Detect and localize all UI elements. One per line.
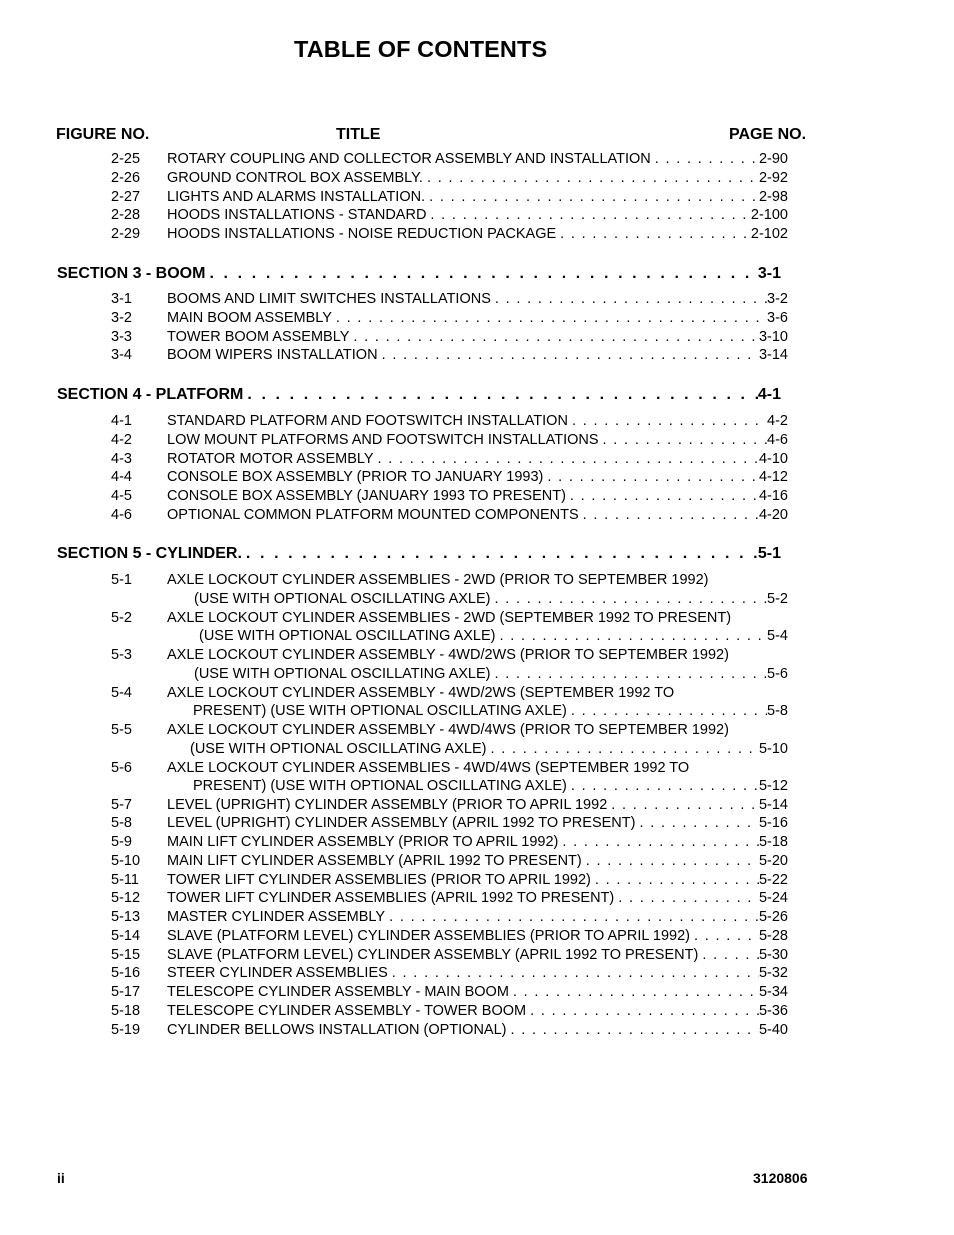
toc-entry[interactable] — [0, 665, 954, 683]
figure-title: GROUND CONTROL BOX ASSEMBLY. — [167, 169, 423, 186]
dot-leader — [568, 412, 767, 430]
toc-entry[interactable] — [0, 796, 954, 814]
toc-entry[interactable] — [0, 983, 954, 1001]
figure-number: 4-1 — [111, 413, 132, 429]
section-line — [57, 264, 781, 284]
figure-number: 5-4 — [111, 684, 132, 701]
dot-leader — [388, 964, 759, 982]
toc-entry[interactable] — [0, 609, 954, 627]
toc-entry-line — [167, 487, 788, 505]
dot-leader — [698, 946, 759, 964]
figure-number: 5-18 — [111, 1002, 141, 1019]
toc-entry-line — [167, 871, 788, 889]
dot-leader — [635, 814, 759, 832]
page-number: 5-36 — [758, 1002, 788, 1019]
figure-title: PRESENT) (USE WITH OPTIONAL OSCILLATING AXLE) — [193, 778, 567, 795]
toc-entry-line — [167, 150, 788, 168]
figure-number: 5-11 — [111, 871, 139, 888]
toc-entry-line — [167, 983, 788, 1001]
dot-leader — [591, 871, 759, 889]
page-number: 5-40 — [758, 1021, 788, 1038]
toc-entry[interactable] — [0, 964, 954, 982]
figure-number: 5-12 — [111, 890, 141, 907]
figure-title: TELESCOPE CYLINDER ASSEMBLY - TOWER BOOM — [167, 1002, 527, 1019]
figure-title: AXLE LOCKOUT CYLINDER ASSEMBLIES - 2WD (PRIOR TO SEPTEMBER 1992) — [167, 572, 709, 588]
figure-title: BOOMS AND LIMIT SWITCHES INSTALLATIONS — [167, 291, 491, 307]
figure-title: (USE WITH OPTIONAL OSCILLATING AXLE) — [194, 665, 491, 682]
page-number: 3-14 — [758, 347, 788, 364]
toc-entry[interactable] — [0, 450, 954, 468]
page-number: 5-32 — [758, 965, 788, 982]
dot-leader — [506, 1021, 758, 1039]
toc-entry[interactable] — [0, 627, 954, 645]
toc-entry[interactable] — [0, 721, 954, 739]
page-number: 4-2 — [767, 413, 788, 429]
dot-leader — [567, 702, 767, 720]
dot-leader — [332, 309, 767, 327]
toc-entry[interactable] — [0, 150, 954, 168]
toc-entry-line — [167, 946, 788, 964]
page-number: 5-28 — [758, 927, 788, 944]
toc-entry-line — [167, 506, 788, 524]
figure-number: 3-2 — [111, 309, 132, 326]
dot-leader — [509, 983, 759, 1001]
figure-number: 2-28 — [111, 207, 141, 224]
toc-entry-line — [167, 468, 788, 486]
toc-entry-line — [167, 450, 788, 468]
dot-leader — [426, 206, 750, 224]
dot-leader — [567, 777, 759, 795]
figure-title: SLAVE (PLATFORM LEVEL) CYLINDER ASSEMBLY (APRIL 1992 TO PRESENT) — [167, 946, 699, 963]
figure-number: 3-1 — [111, 291, 132, 307]
page-number: 5-2 — [767, 590, 788, 607]
toc-entry-line — [167, 309, 788, 327]
page-number: 3-10 — [758, 328, 788, 345]
figure-title: CONSOLE BOX ASSEMBLY (JANUARY 1993 TO PRESENT) — [167, 488, 566, 504]
section-page: 3-1 — [757, 265, 781, 282]
toc-entry[interactable] — [0, 431, 954, 449]
figure-title: STANDARD PLATFORM AND FOOTSWITCH INSTALLATION — [167, 413, 568, 429]
toc-entry[interactable] — [0, 169, 954, 187]
page-number: 5-14 — [758, 796, 788, 813]
figure-title: TOWER LIFT CYLINDER ASSEMBLIES (PRIOR TO APRIL 1992) — [167, 871, 591, 888]
figure-number: 5-6 — [111, 759, 132, 776]
toc-entry[interactable] — [0, 684, 954, 702]
dot-leader — [582, 852, 759, 870]
toc-entry-line — [167, 889, 788, 907]
figure-number: 3-4 — [111, 347, 132, 364]
toc-entry[interactable] — [0, 871, 954, 889]
toc-entry[interactable] — [0, 852, 954, 870]
figure-number: 5-16 — [111, 965, 141, 982]
dot-leader — [242, 544, 758, 564]
page-number: 2-92 — [758, 169, 788, 186]
figure-title: LEVEL (UPRIGHT) CYLINDER ASSEMBLY (APRIL 1992 TO PRESENT) — [167, 815, 636, 832]
dot-leader — [423, 169, 759, 187]
toc-entry-line — [167, 206, 788, 224]
figure-number: 5-8 — [111, 815, 132, 832]
figure-number: 2-29 — [111, 226, 141, 242]
dot-leader — [378, 346, 759, 364]
toc-entry[interactable] — [0, 328, 954, 346]
page-number: 4-6 — [767, 431, 788, 448]
toc-entry-line — [167, 852, 788, 870]
figure-number: 2-25 — [111, 151, 141, 167]
toc-entry-line — [194, 665, 788, 683]
figure-number: 5-2 — [111, 609, 132, 626]
figure-title: ROTARY COUPLING AND COLLECTOR ASSEMBLY AND INSTALLATION — [167, 151, 651, 167]
toc-entry[interactable] — [0, 1002, 954, 1020]
page-number: 4-12 — [758, 469, 788, 486]
footer-document-number: 3120806 — [753, 1170, 808, 1186]
toc-entry-line — [193, 777, 788, 795]
figure-title: MASTER CYLINDER ASSEMBLY — [167, 909, 386, 925]
page-number: 5-26 — [758, 909, 788, 925]
dot-leader — [651, 150, 759, 168]
toc-entry-line — [167, 833, 788, 851]
figure-number: 5-9 — [111, 834, 132, 850]
figure-title: (USE WITH OPTIONAL OSCILLATING AXLE) — [199, 628, 496, 645]
section-page: 5-1 — [757, 545, 781, 562]
dot-leader — [491, 590, 768, 608]
section-heading[interactable] — [0, 544, 954, 564]
page-title: TABLE OF CONTENTS — [294, 36, 548, 62]
figure-number: 3-3 — [111, 328, 132, 345]
footer-page-number: ii — [57, 1170, 65, 1186]
dot-leader — [243, 385, 758, 405]
page-number: 5-8 — [767, 703, 788, 720]
figure-number: 5-3 — [111, 647, 132, 663]
figure-no-header: FIGURE NO. — [56, 126, 150, 143]
figure-title: TELESCOPE CYLINDER ASSEMBLY - MAIN BOOM — [167, 984, 509, 1000]
page-number: 5-12 — [758, 778, 788, 795]
figure-title: SLAVE (PLATFORM LEVEL) CYLINDER ASSEMBLIES (PRIOR TO APRIL 1992) — [167, 927, 690, 944]
dot-leader — [205, 264, 757, 284]
toc-entry[interactable] — [0, 889, 954, 907]
figure-number: 4-5 — [111, 488, 132, 504]
toc-entry-line — [167, 412, 788, 430]
figure-title: BOOM WIPERS INSTALLATION — [167, 347, 378, 364]
toc-entry[interactable] — [0, 927, 954, 945]
toc-entry-line — [167, 346, 788, 364]
figure-title: HOODS INSTALLATIONS - STANDARD — [167, 207, 427, 224]
figure-title: AXLE LOCKOUT CYLINDER ASSEMBLY - 4WD/4WS (PRIOR TO SEPTEMBER 1992) — [167, 722, 729, 738]
figure-title: OPTIONAL COMMON PLATFORM MOUNTED COMPONENTS — [167, 506, 579, 523]
dot-leader — [690, 927, 759, 945]
page-number: 5-22 — [758, 871, 788, 888]
dot-leader — [579, 506, 759, 524]
figure-number: 4-2 — [111, 431, 132, 448]
figure-number: 5-7 — [111, 796, 132, 813]
toc-entry-line — [167, 1002, 788, 1020]
figure-title: AXLE LOCKOUT CYLINDER ASSEMBLIES - 4WD/4WS (SEPTEMBER 1992 TO — [167, 759, 690, 776]
toc-entry[interactable] — [0, 206, 954, 224]
toc-entry-line — [167, 431, 788, 449]
toc-entry-line — [167, 225, 788, 243]
dot-leader — [599, 431, 767, 449]
toc-entry[interactable] — [0, 777, 954, 795]
toc-entry[interactable] — [0, 702, 954, 720]
figure-number: 2-27 — [111, 188, 141, 205]
toc-entry[interactable] — [0, 1021, 954, 1039]
toc-entry[interactable] — [0, 468, 954, 486]
figure-title: AXLE LOCKOUT CYLINDER ASSEMBLIES - 2WD (SEPTEMBER 1992 TO PRESENT) — [167, 609, 732, 626]
dot-leader — [543, 468, 759, 486]
dot-leader — [425, 188, 759, 206]
toc-entry[interactable] — [0, 309, 954, 327]
figure-number: 5-19 — [111, 1021, 141, 1038]
figure-title: TOWER LIFT CYLINDER ASSEMBLIES (APRIL 1992 TO PRESENT) — [167, 890, 615, 907]
figure-title: (USE WITH OPTIONAL OSCILLATING AXLE) — [190, 740, 487, 757]
toc-entry[interactable] — [0, 740, 954, 758]
page-number: 4-10 — [758, 450, 788, 467]
dot-leader — [487, 740, 759, 758]
toc-entry-line — [167, 964, 788, 982]
figure-number: 5-14 — [111, 927, 141, 944]
section-heading[interactable] — [0, 264, 954, 284]
dot-leader — [385, 908, 759, 926]
figure-number: 5-13 — [111, 909, 141, 925]
toc-entry[interactable] — [0, 946, 954, 964]
toc-entry-line — [194, 590, 788, 608]
page-number: 5-6 — [767, 665, 788, 682]
figure-number: 4-3 — [111, 450, 132, 467]
figure-title: TOWER BOOM ASSEMBLY — [167, 328, 350, 345]
figure-number: 4-4 — [111, 469, 132, 486]
figure-title: MAIN LIFT CYLINDER ASSEMBLY (APRIL 1992 TO PRESENT) — [167, 852, 582, 869]
toc-entry[interactable] — [0, 759, 954, 777]
page-number: 3-6 — [767, 309, 788, 326]
dot-leader — [491, 665, 768, 683]
toc-entry[interactable] — [0, 908, 954, 926]
page-number: 2-90 — [758, 151, 788, 167]
page-no-header: PAGE NO. — [729, 126, 807, 143]
toc-entry[interactable] — [0, 188, 954, 206]
page-number: 5-10 — [758, 740, 788, 757]
figure-number: 4-6 — [111, 506, 132, 523]
page-number: 5-4 — [767, 628, 788, 645]
section-line — [57, 544, 781, 564]
page-number: 3-2 — [767, 291, 788, 307]
toc-entry-line — [167, 796, 788, 814]
figure-title: MAIN BOOM ASSEMBLY — [167, 309, 332, 326]
page-number: 5-18 — [758, 834, 788, 850]
figure-number: 2-26 — [111, 169, 141, 186]
dot-leader — [566, 487, 759, 505]
figure-title: LIGHTS AND ALARMS INSTALLATION. — [167, 188, 426, 205]
figure-title: HOODS INSTALLATIONS - NOISE REDUCTION PACKAGE — [167, 226, 557, 242]
page-number: 5-24 — [758, 890, 788, 907]
page-number: 5-20 — [758, 852, 788, 869]
figure-title: MAIN LIFT CYLINDER ASSEMBLY (PRIOR TO APRIL 1992) — [167, 834, 559, 850]
dot-leader — [374, 450, 759, 468]
page-number: 5-34 — [758, 984, 788, 1000]
page-number: 5-30 — [758, 946, 788, 963]
figure-number: 5-5 — [111, 722, 132, 738]
figure-title: (USE WITH OPTIONAL OSCILLATING AXLE) — [194, 590, 491, 607]
figure-title: STEER CYLINDER ASSEMBLIES — [167, 965, 388, 982]
toc-entry[interactable] — [0, 506, 954, 524]
toc-entry[interactable] — [0, 225, 954, 243]
dot-leader — [526, 1002, 759, 1020]
section-title: SECTION 4 - PLATFORM — [57, 386, 244, 403]
figure-title: LOW MOUNT PLATFORMS AND FOOTSWITCH INSTALLATIONS — [167, 431, 599, 448]
toc-entry[interactable] — [0, 833, 954, 851]
page-number: 4-20 — [758, 506, 788, 523]
dot-leader — [607, 796, 759, 814]
figure-number: 5-15 — [111, 946, 141, 963]
toc-entry[interactable] — [0, 290, 954, 308]
figure-title: AXLE LOCKOUT CYLINDER ASSEMBLY - 4WD/2WS (SEPTEMBER 1992 TO — [167, 684, 675, 701]
title-header: TITLE — [336, 126, 381, 143]
toc-entry[interactable] — [0, 346, 954, 364]
page-number: 4-16 — [758, 488, 788, 504]
section-title: SECTION 3 - BOOM — [57, 265, 206, 282]
dot-leader — [558, 833, 759, 851]
page-number: 2-100 — [750, 207, 788, 224]
toc-entry[interactable] — [0, 646, 954, 664]
toc-entry-line — [167, 169, 788, 187]
dot-leader — [496, 627, 768, 645]
section-heading[interactable] — [0, 385, 954, 405]
toc-entry-line — [167, 328, 788, 346]
toc-entry-line — [167, 188, 788, 206]
toc-entry-line — [190, 740, 788, 758]
toc-entry-line — [167, 814, 788, 832]
toc-entry-line — [199, 627, 788, 645]
toc-entry-line — [193, 702, 788, 720]
section-title: SECTION 5 - CYLINDER. — [57, 545, 242, 562]
figure-number: 5-10 — [111, 852, 141, 869]
figure-title: CONSOLE BOX ASSEMBLY (PRIOR TO JANUARY 1993) — [167, 469, 544, 486]
toc-entry[interactable] — [0, 814, 954, 832]
toc-entry[interactable] — [0, 590, 954, 608]
dot-leader — [491, 290, 767, 308]
toc-entry[interactable] — [0, 571, 954, 589]
figure-number: 5-1 — [111, 572, 132, 588]
figure-title: PRESENT) (USE WITH OPTIONAL OSCILLATING AXLE) — [193, 703, 567, 720]
figure-number: 5-17 — [111, 984, 141, 1000]
toc-entry-line — [167, 927, 788, 945]
toc-entry-line — [167, 290, 788, 308]
section-page: 4-1 — [757, 386, 781, 403]
toc-entry[interactable] — [0, 487, 954, 505]
toc-entry-line — [167, 908, 788, 926]
page-number: 2-102 — [750, 226, 788, 242]
dot-leader — [614, 889, 759, 907]
toc-entry[interactable] — [0, 412, 954, 430]
page-number: 2-98 — [758, 188, 788, 205]
dot-leader — [556, 225, 751, 243]
toc-entry-line — [167, 1021, 788, 1039]
section-line — [57, 385, 781, 405]
page-number: 5-16 — [758, 815, 788, 832]
figure-title: CYLINDER BELLOWS INSTALLATION (OPTIONAL) — [167, 1021, 507, 1038]
figure-title: ROTATOR MOTOR ASSEMBLY — [167, 450, 374, 467]
figure-title: LEVEL (UPRIGHT) CYLINDER ASSEMBLY (PRIOR TO APRIL 1992 — [167, 796, 608, 813]
dot-leader — [349, 328, 759, 346]
figure-title: AXLE LOCKOUT CYLINDER ASSEMBLY - 4WD/2WS (PRIOR TO SEPTEMBER 1992) — [167, 647, 729, 663]
